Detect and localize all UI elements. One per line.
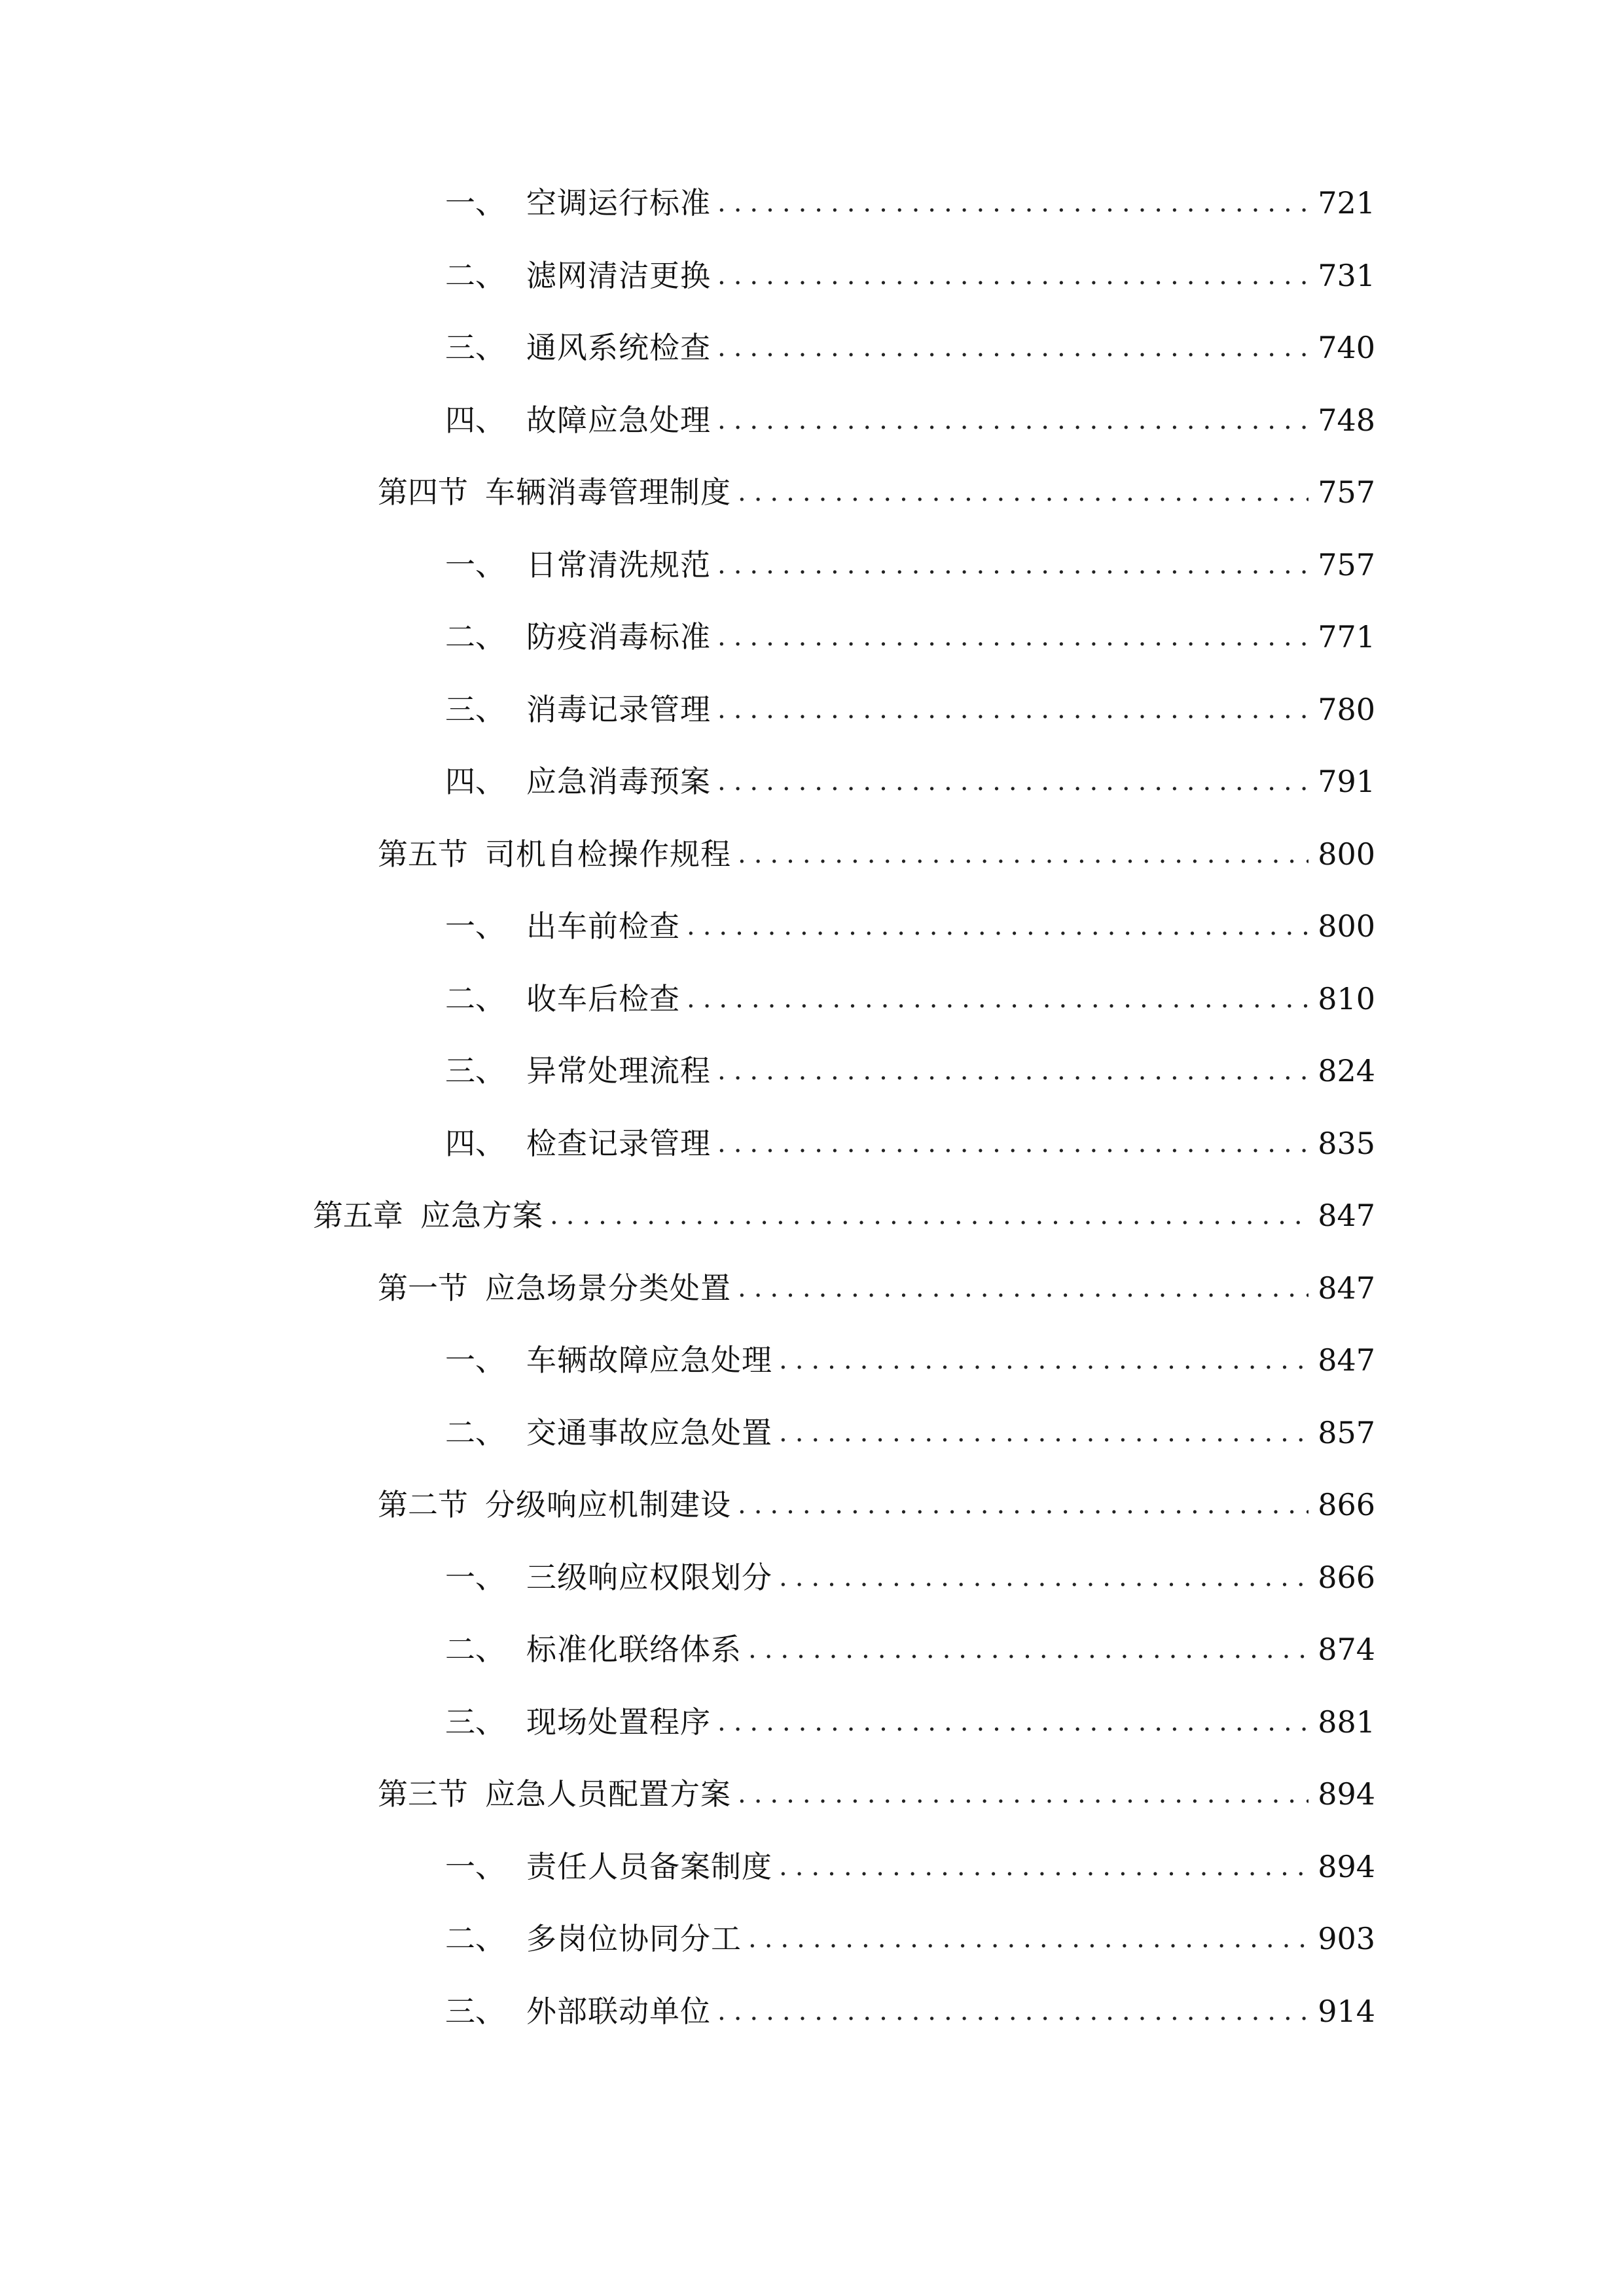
- toc-entry-page-number: 874: [1318, 1632, 1375, 1667]
- toc-entry-section[interactable]: [378, 1479, 1375, 1531]
- toc-entry-page-number: 721: [1318, 185, 1375, 221]
- toc-entry-page-number: 757: [1318, 475, 1375, 510]
- toc-entry-title: 分级响应机制建设: [485, 1487, 731, 1522]
- toc-entry-number: 第四节: [378, 475, 468, 510]
- toc-entry-title: 防疫消毒标准: [526, 619, 711, 655]
- toc-entry-number: 三、: [445, 1053, 505, 1088]
- toc-entry-number: 四、: [445, 764, 505, 799]
- toc-entry-page-number: 894: [1318, 1848, 1375, 1884]
- toc-entry-page-number: 847: [1318, 1198, 1375, 1233]
- toc-entry-number: 二、: [445, 1921, 505, 1956]
- dot-leader: [717, 1696, 1308, 1748]
- toc-entry-number: 第二节: [378, 1487, 468, 1522]
- toc-entry-item[interactable]: [445, 394, 1375, 446]
- toc-entry-item[interactable]: [445, 1985, 1375, 2037]
- toc-entry-title: 检查记录管理: [526, 1125, 711, 1161]
- toc-entry-page-number: 914: [1318, 1993, 1375, 2029]
- toc-entry-number: 三、: [445, 1993, 505, 2029]
- toc-entry-page-number: 847: [1318, 1270, 1375, 1306]
- dot-leader: [779, 1551, 1308, 1604]
- toc-entry-item[interactable]: [445, 1407, 1375, 1459]
- toc-entry-item[interactable]: [445, 1912, 1375, 1965]
- toc-entry-item[interactable]: [445, 1696, 1375, 1748]
- toc-entry-title: 车辆消毒管理制度: [485, 475, 731, 510]
- toc-entry-page-number: 866: [1318, 1487, 1375, 1522]
- toc-entry-page-number: 903: [1318, 1921, 1375, 1956]
- toc-entry-section[interactable]: [378, 466, 1375, 518]
- toc-entry-page-number: 835: [1318, 1125, 1375, 1161]
- toc-entry-title: 现场处置程序: [526, 1704, 711, 1740]
- toc-entry-number: 一、: [445, 1342, 505, 1378]
- toc-entry-page-number: 791: [1318, 764, 1375, 799]
- toc-entry-number: 四、: [445, 1125, 505, 1161]
- toc-entry-page-number: 731: [1318, 257, 1375, 293]
- toc-entry-title: 出车前检查: [526, 908, 680, 944]
- toc-entry-number: 第三节: [378, 1776, 468, 1812]
- toc-entry-item[interactable]: [445, 611, 1375, 663]
- toc-entry-number: 二、: [445, 1632, 505, 1667]
- dot-leader: [687, 900, 1308, 952]
- toc-entry-title: 故障应急处理: [526, 402, 711, 438]
- toc-entry-page-number: 748: [1318, 402, 1375, 438]
- toc-entry-title: 异常处理流程: [526, 1053, 711, 1088]
- toc-entry-title: 外部联动单位: [526, 1993, 711, 2029]
- toc-entry-number: 一、: [445, 547, 505, 583]
- toc-entry-section[interactable]: [378, 1768, 1375, 1820]
- toc-entry-page-number: 810: [1318, 980, 1375, 1016]
- dot-leader: [738, 466, 1308, 518]
- dot-leader: [717, 683, 1308, 736]
- toc-entry-page-number: 780: [1318, 691, 1375, 727]
- toc-entry-number: 三、: [445, 330, 505, 365]
- dot-leader: [738, 1262, 1308, 1314]
- toc-entry-number: 第五章: [313, 1198, 403, 1233]
- toc-entry-chapter[interactable]: [313, 1189, 1375, 1242]
- dot-leader: [738, 1479, 1308, 1531]
- toc-entry-number: 一、: [445, 185, 505, 221]
- toc-entry-number: 三、: [445, 1704, 505, 1740]
- dot-leader: [779, 1840, 1308, 1893]
- toc-entry-number: 二、: [445, 980, 505, 1016]
- toc-entry-title: 车辆故障应急处理: [526, 1342, 772, 1378]
- dot-leader: [748, 1912, 1308, 1965]
- toc-entry-title: 司机自检操作规程: [485, 836, 731, 872]
- toc-entry-title: 通风系统检查: [526, 330, 711, 365]
- toc-entry-number: 二、: [445, 257, 505, 293]
- toc-entry-page-number: 857: [1318, 1414, 1375, 1450]
- toc-entry-item[interactable]: [445, 683, 1375, 736]
- dot-leader: [717, 1045, 1308, 1097]
- dot-leader: [717, 611, 1308, 663]
- toc-entry-item[interactable]: [445, 900, 1375, 952]
- toc-entry-item[interactable]: [445, 973, 1375, 1025]
- toc-entry-page-number: 881: [1318, 1704, 1375, 1740]
- dot-leader: [687, 973, 1308, 1025]
- toc-entry-number: 二、: [445, 1414, 505, 1450]
- dot-leader: [779, 1407, 1308, 1459]
- toc-entry-page-number: 866: [1318, 1559, 1375, 1595]
- toc-entry-item[interactable]: [445, 1840, 1375, 1893]
- toc-entry-number: 一、: [445, 1559, 505, 1595]
- toc-entry-item[interactable]: [445, 1551, 1375, 1604]
- toc-entry-title: 多岗位协同分工: [526, 1921, 742, 1956]
- toc-entry-title: 空调运行标准: [526, 185, 711, 221]
- toc-entry-page-number: 771: [1318, 619, 1375, 655]
- toc-entry-item[interactable]: [445, 1623, 1375, 1676]
- toc-entry-page-number: 757: [1318, 547, 1375, 583]
- toc-entry-title: 应急方案: [420, 1198, 543, 1233]
- toc-entry-item[interactable]: [445, 539, 1375, 591]
- toc-entry-title: 责任人员备案制度: [526, 1848, 772, 1884]
- toc-entry-item[interactable]: [445, 1334, 1375, 1386]
- toc-entry-number: 第一节: [378, 1270, 468, 1306]
- dot-leader: [717, 1117, 1308, 1170]
- toc-entry-title: 标准化联络体系: [526, 1632, 742, 1667]
- toc-entry-page-number: 894: [1318, 1776, 1375, 1812]
- toc-entry-number: 四、: [445, 402, 505, 438]
- toc-entry-page-number: 847: [1318, 1342, 1375, 1378]
- toc-entry-title: 交通事故应急处置: [526, 1414, 772, 1450]
- toc-entry-item[interactable]: [445, 1117, 1375, 1170]
- dot-leader: [738, 828, 1308, 880]
- toc-entry-number: 一、: [445, 908, 505, 944]
- toc-entry-page-number: 800: [1318, 908, 1375, 944]
- toc-entry-title: 应急场景分类处置: [485, 1270, 731, 1306]
- toc-entry-title: 收车后检查: [526, 980, 680, 1016]
- dot-leader: [717, 177, 1308, 229]
- dot-leader: [717, 394, 1308, 446]
- toc-entry-title: 三级响应权限划分: [526, 1559, 772, 1595]
- toc-entry-title: 日常清洗规范: [526, 547, 711, 583]
- toc-entry-item[interactable]: [445, 177, 1375, 229]
- dot-leader: [748, 1623, 1308, 1676]
- dot-leader: [717, 321, 1308, 374]
- toc-entry-number: 三、: [445, 691, 505, 727]
- toc-entry-item[interactable]: [445, 321, 1375, 374]
- toc-entry-title: 应急消毒预案: [526, 764, 711, 799]
- toc-entry-item[interactable]: [445, 1045, 1375, 1097]
- toc-entry-number: 第五节: [378, 836, 468, 872]
- toc-entry-title: 应急人员配置方案: [485, 1776, 731, 1812]
- dot-leader: [717, 539, 1308, 591]
- dot-leader: [550, 1189, 1308, 1242]
- dot-leader: [717, 1985, 1308, 2037]
- toc-entry-item[interactable]: [445, 249, 1375, 302]
- toc-entry-number: 二、: [445, 619, 505, 655]
- toc-entry-section[interactable]: [378, 1262, 1375, 1314]
- toc-entry-title: 消毒记录管理: [526, 691, 711, 727]
- dot-leader: [717, 249, 1308, 302]
- toc-entry-section[interactable]: [378, 828, 1375, 880]
- dot-leader: [779, 1334, 1308, 1386]
- dot-leader: [738, 1768, 1308, 1820]
- toc-entry-item[interactable]: [445, 755, 1375, 808]
- toc-entry-page-number: 800: [1318, 836, 1375, 872]
- dot-leader: [717, 755, 1308, 808]
- toc-entry-page-number: 740: [1318, 330, 1375, 365]
- toc-entry-page-number: 824: [1318, 1053, 1375, 1088]
- toc-entry-number: 一、: [445, 1848, 505, 1884]
- toc-entry-title: 滤网清洁更换: [526, 257, 711, 293]
